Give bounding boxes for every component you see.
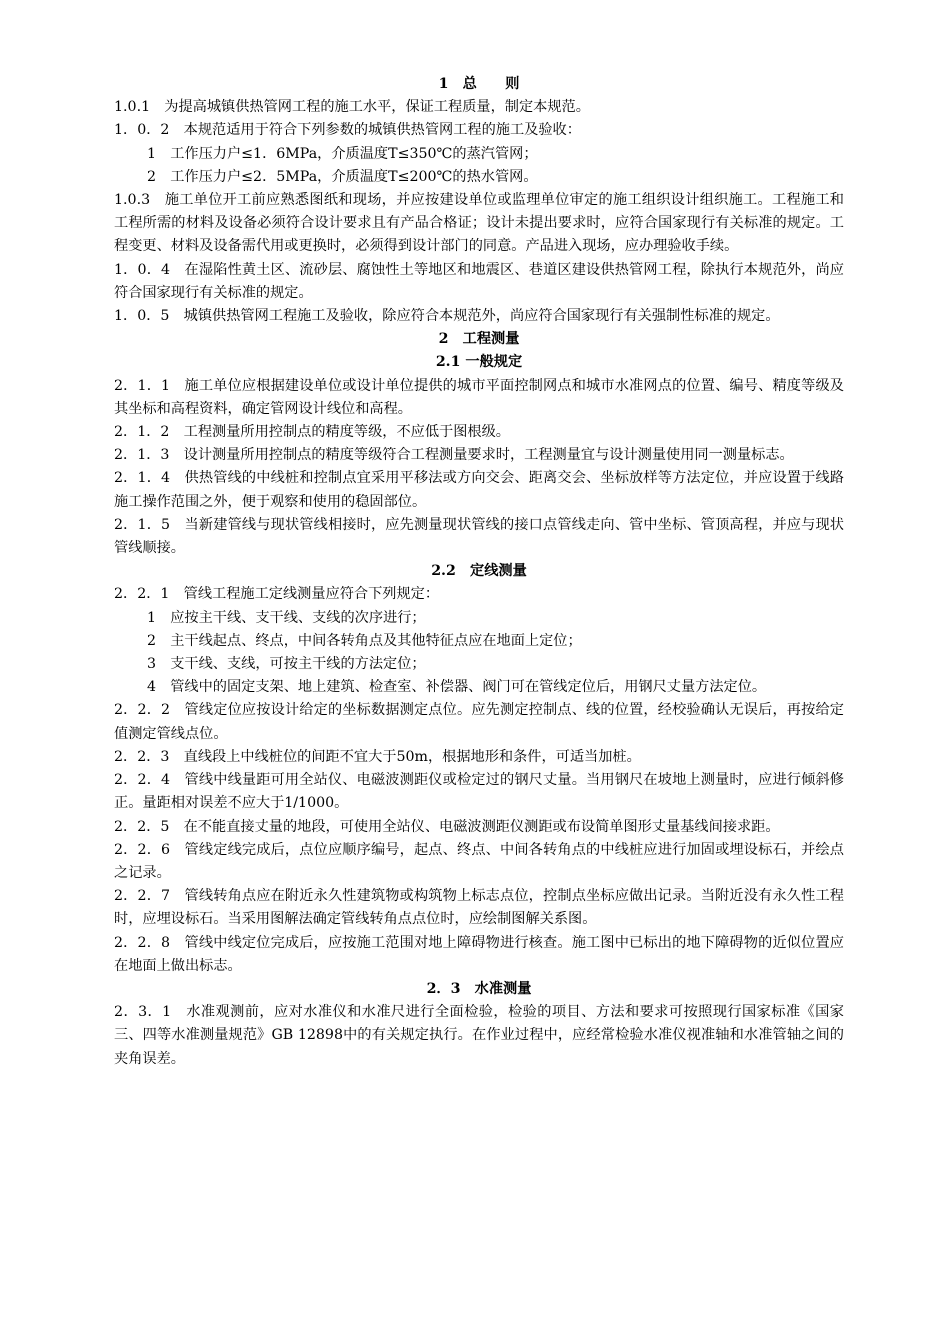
list-item: 1 应按主干线、支干线、支线的次序进行；	[147, 609, 426, 626]
clause-1-0-5: 1．0．5 城镇供热管网工程施工及验收，除应符合本规范外，尚应符合国家现行有关强制性标准的规定。	[114, 308, 780, 325]
clause-1-0-3: 1.0.3 施工单位开工前应熟悉图纸和现场，并应按建设单位或监理单位审定的施工组织设计组织施工。工程施工和工程所需的材料及设备必须符合设计要求且有产品合格证；设计未提出要求时，应符合国家现行有关标准的规定。工程变更、材料及设备需代用或更换时，必须得到设计部门的同意。产品进入现场，应办理验收手续。	[114, 192, 844, 255]
list-item: 4 管线中的固定支架、地上建筑、检查室、补偿器、阀门可在管线定位后，用钢尺丈量方法定位。	[147, 679, 767, 696]
section-heading-2-1: 2.1 一般规定	[435, 354, 523, 371]
list-item: 3 支干线、支线，可按主干线的方法定位；	[147, 656, 426, 673]
chapter-heading-2: 2 工程测量	[438, 331, 520, 348]
section-heading-2-3: 2．3 水准测量	[426, 980, 532, 997]
clause-2-1-5: 2．1．5 当新建管线与现状管线相接时，应先测量现状管线的接口点管线走向、管中坐标、管顶高程，并应与现状管线顺接。	[114, 516, 844, 557]
clause-2-1-1: 2．1．1 施工单位应根据建设单位或设计单位提供的城市平面控制网点和城市水准网点的位置、编号、精度等级及其坐标和高程资料，确定管网设计线位和高程。	[114, 377, 844, 417]
clause-2-2-2: 2．2．2 管线定位应按设计给定的坐标数据测定点位。应先测定控制点、线的位置，经校验确认无误后，再按给定值测定管线点位。	[114, 702, 844, 742]
clause-2-3-1: 2．3．1 水准观测前，应对水准仪和水准尺进行全面检验，检验的项目、方法和要求可按照现行国家标准《国家三、四等水准测量规范》GB 12898中的有关规定执行。在作业过程中，应经常检验水准仪视准轴和水准管轴之间的夹角误差。	[114, 1004, 844, 1067]
list-item: 2 工作压力户≤2．5MPa，介质温度T≤200℃的热水管网。	[147, 168, 538, 185]
list-item: 1 工作压力户≤1．6MPa，介质温度T≤350℃的蒸汽管网；	[147, 145, 538, 162]
clause-2-1-2: 2．1．2 工程测量所用控制点的精度等级，不应低于图根级。	[114, 424, 510, 441]
clause-2-2-5: 2．2．5 在不能直接丈量的地段，可使用全站仪、电磁波测距仪测距或布设简单图形丈量基线间接求距。	[114, 818, 780, 835]
clause-1-0-2: 1．0．2 本规范适用于符合下列参数的城镇供热管网工程的施工及验收：	[114, 122, 581, 139]
clause-1-0-4: 1．0．4 在湿陷性黄土区、流砂层、腐蚀性土等地区和地震区、巷道区建设供热管网工程，除执行本规范外，尚应符合国家现行有关标准的规定。	[114, 261, 844, 301]
clause-2-2-1: 2．2．1 管线工程施工定线测量应符合下列规定：	[114, 586, 440, 603]
chapter-heading-1: 1 总 则	[438, 76, 520, 92]
clause-1-0-1: 1.0.1 为提高城镇供热管网工程的施工水平，保证工程质量，制定本规范。	[114, 99, 590, 116]
section-heading-2-2: 2.2 定线测量	[431, 563, 527, 580]
clause-2-2-6: 2．2．6 管线定线完成后，点位应顺序编号，起点、终点、中间各转角点的中线桩应进行加固或埋设标石，并绘点之记录。	[114, 841, 844, 881]
clause-2-2-7: 2．2．7 管线转角点应在附近永久性建筑物或构筑物上标志点位，控制点坐标应做出记录。当附近没有永久性工程时，应埋设标石。当采用图解法确定管线转角点点位时，应绘制图解关系图。	[114, 888, 844, 928]
document-page	[114, 73, 844, 1071]
clause-2-1-3: 2．1．3 设计测量所用控制点的精度等级符合工程测量要求时，工程测量宜与设计测量使用同一测量标志。	[114, 447, 794, 464]
clause-2-2-3: 2．2．3 直线段上中线桩位的间距不宜大于50m，根据地形和条件，可适当加桩。	[114, 748, 641, 765]
clause-2-2-8: 2．2．8 管线中线定位完成后，应按施工范围对地上障碍物进行核查。施工图中已标出的地下障碍物的近似位置应在地面上做出标志。	[114, 934, 844, 974]
clause-2-1-4: 2．1．4 供热管线的中线桩和控制点宜采用平移法或方向交会、距离交会、坐标放样等方法定位，并应设置于线路施工操作范围之外，便于观察和使用的稳固部位。	[114, 470, 844, 510]
list-item: 2 主干线起点、终点，中间各转角点及其他特征点应在地面上定位；	[147, 632, 582, 649]
clause-2-2-4: 2．2．4 管线中线量距可用全站仪、电磁波测距仪或检定过的钢尺丈量。当用钢尺在坡地上测量时，应进行倾斜修正。量距相对误差不应大于1/1000。	[114, 772, 844, 812]
